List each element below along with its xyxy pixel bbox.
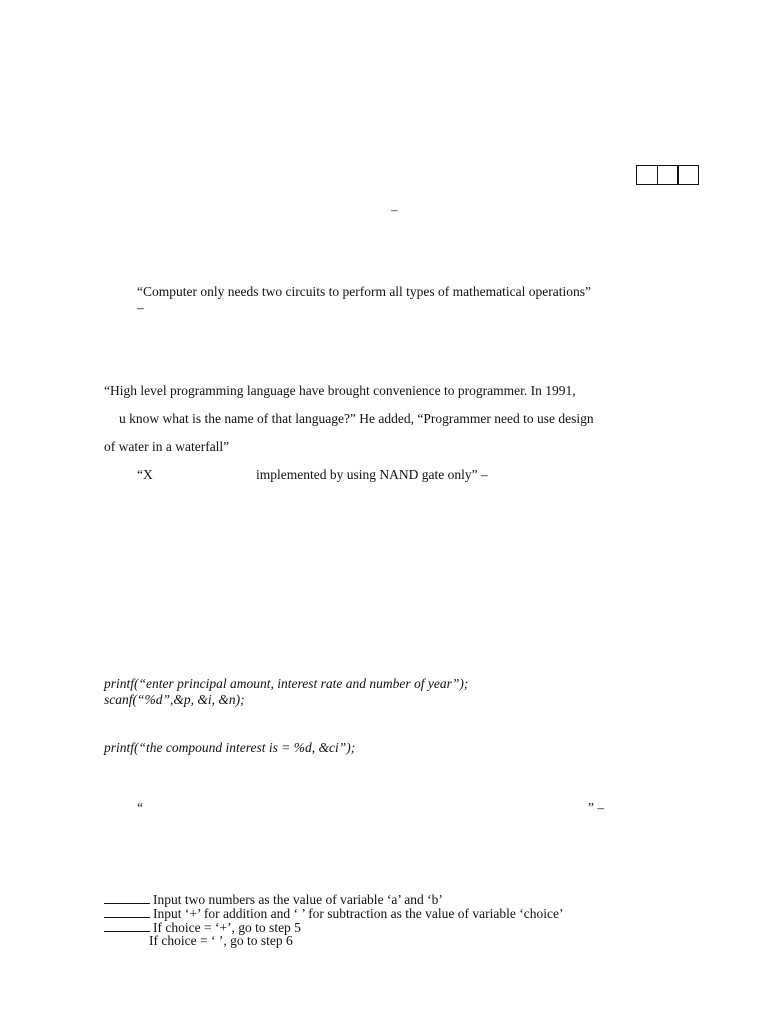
code-box [657, 165, 679, 185]
algorithm-step-text: Input two numbers as the value of variable ‘a’ and ‘b’ [153, 892, 443, 907]
nand-quote-rest: implemented by using NAND gate only” – [256, 467, 488, 482]
code-boxes [636, 165, 699, 185]
language-paragraph-line-1: “High level programming language have brought convenience to programmer. In 1991, [104, 383, 576, 398]
code-line-3: printf(“the compound interest is = %d, &ci”); [104, 740, 356, 755]
circuits-quote: “Computer only needs two circuits to perform all types of mathematical operations” [137, 284, 591, 299]
algorithm-step-text: If choice = ‘+’, go to step 5 [153, 920, 301, 935]
algorithm-step-text: Input ‘+’ for addition and ‘ ’ for subtraction as the value of variable ‘choice’ [153, 906, 564, 921]
fill-blank [104, 919, 150, 932]
code-line-1: printf(“enter principal amount, interest rate and number of year”); [104, 676, 469, 691]
code-line-2: scanf(“%d”,&p, &i, &n); [104, 692, 245, 707]
quote-open-mark: “ [137, 800, 143, 815]
language-paragraph-line-3: of water in a waterfall” [104, 439, 230, 454]
fill-blank [104, 905, 150, 918]
algorithm-step [149, 933, 293, 949]
quote-close-mark: ” – [588, 800, 605, 815]
language-paragraph-line-2: u know what is the name of that language?” He added, “Programmer need to use design [119, 411, 594, 426]
algorithm-step-text: If choice = ‘ ’, go to step 6 [149, 933, 293, 948]
fill-blank [104, 891, 150, 904]
code-box [677, 165, 699, 185]
circuits-dash: – [137, 300, 144, 315]
nand-quote-open: “X [137, 467, 153, 482]
code-box [636, 165, 658, 185]
dash-mark: – [391, 202, 398, 217]
